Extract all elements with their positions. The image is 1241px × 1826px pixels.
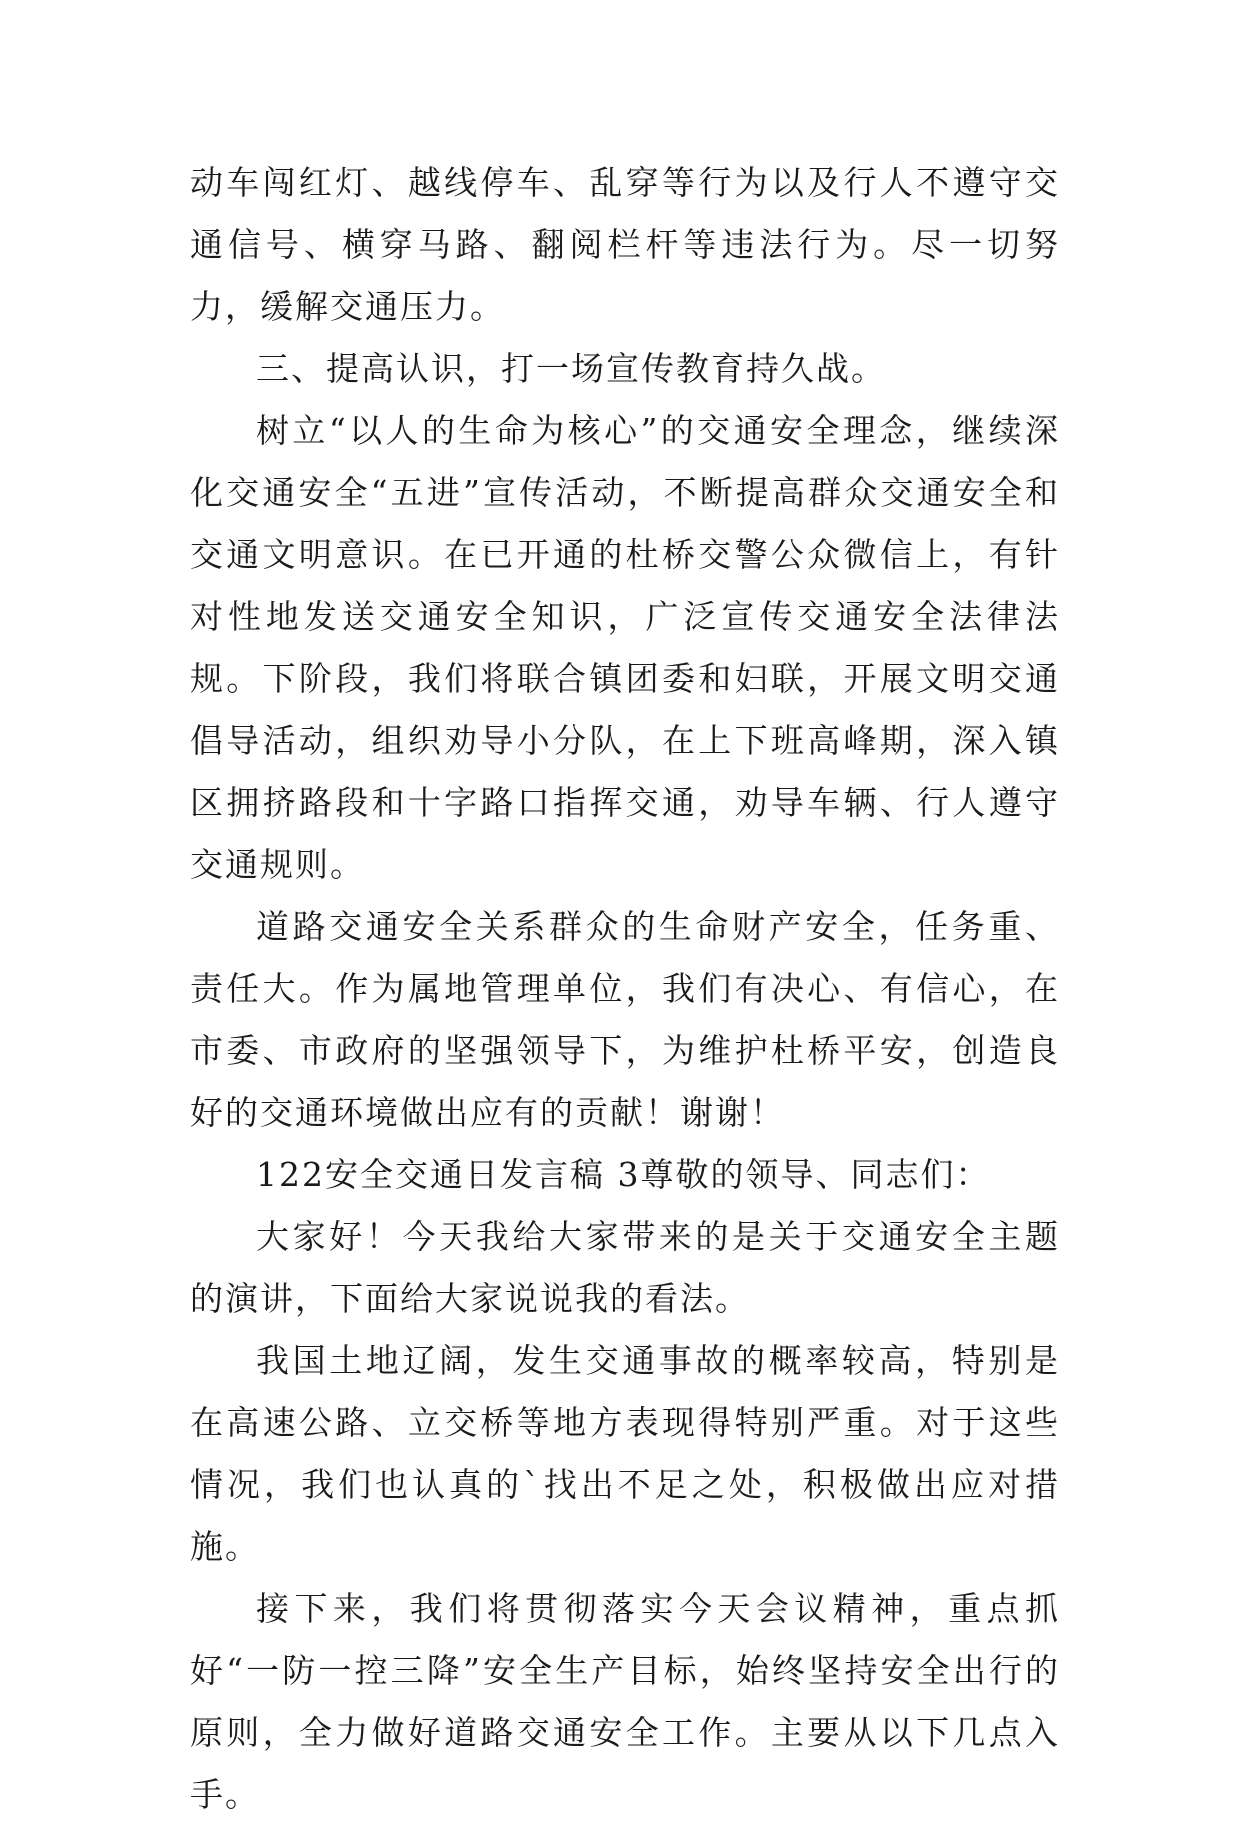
paragraph: 树立“以人的生命为核心”的交通安全理念，继续深化交通安全“五进”宣传活动，不断提高群众交通安全和交通文明意识。在已开通的杜桥交警公众微信上，有针对性地发送交通安全知识，广泛宣传交通安全法律法规。下阶段，我们将联合镇团委和妇联，开展文明交通倡导活动，组织劝导小分队，在上下班高峰期，深入镇区拥挤路段和十字路口指挥交通，劝导车辆、行人遵守交通规则。 — [190, 411, 1060, 884]
paragraph: 我国土地辽阔，发生交通事故的概率较高，特别是在高速公路、立交桥等地方表现得特别严重。对于这些情况，我们也认真的`找出不足之处，积极做出应对措施。 — [190, 1341, 1060, 1566]
paragraph: 大家好！今天我给大家带来的是关于交通安全主题的演讲，下面给大家说说我的看法。 — [190, 1217, 1060, 1318]
document-body — [190, 152, 1060, 1826]
paragraph: 接下来，我们将贯彻落实今天会议精神，重点抓好“一防一控三降”安全生产目标，始终坚持安全出行的原则，全力做好道路交通安全工作。主要从以下几点入手。 — [190, 1589, 1060, 1814]
paragraph: 道路交通安全关系群众的生命财产安全，任务重、责任大。作为属地管理单位，我们有决心、有信心，在市委、市政府的坚强领导下，为维护杜桥平安，创造良好的交通环境做出应有的贡献！谢谢！ — [190, 907, 1060, 1132]
speech-title-line: 122安全交通日发言稿 3尊敬的领导、同志们： — [256, 1155, 991, 1194]
paragraph-continuation: 动车闯红灯、越线停车、乱穿等行为以及行人不遵守交通信号、横穿马路、翻阅栏杆等违法行为。尽一切努力，缓解交通压力。 — [190, 163, 1060, 326]
section-heading: 三、提高认识，打一场宣传教育持久战。 — [256, 349, 886, 388]
